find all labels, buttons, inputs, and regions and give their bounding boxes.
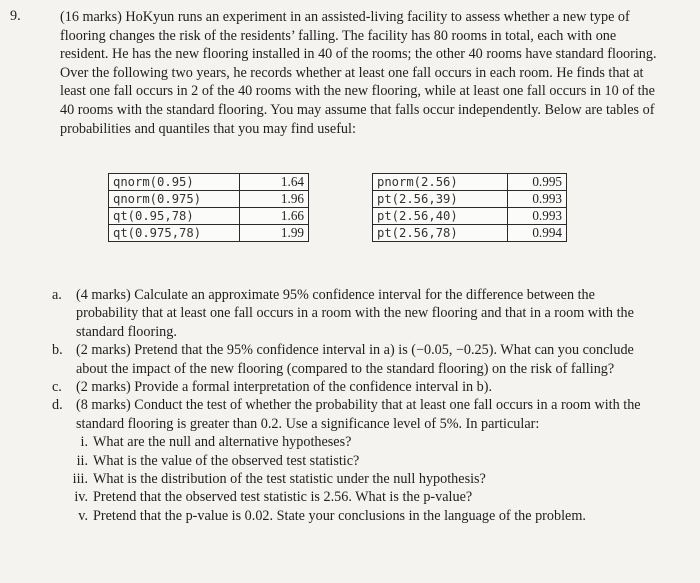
subpart-text: Pretend that the observed test statistic is 2.56. What is the p-value?	[93, 489, 473, 506]
part-label: c.	[52, 379, 62, 396]
subpart-text: Pretend that the p-value is 0.02. State your conclusions in the language of the problem.	[93, 507, 586, 524]
function-cell: pnorm(2.56)	[373, 174, 508, 191]
part-label: d.	[52, 397, 63, 414]
subpart-label: iii.	[72, 471, 88, 488]
quantile-table	[108, 173, 309, 242]
part-text: (4 marks) Calculate an approximate 95% confidence interval for the difference between the probability that at least one fall occurs in a room with the new flooring and that in a room with the standard flooring.	[76, 287, 634, 340]
table-row	[109, 225, 309, 242]
table-row	[373, 174, 567, 191]
subparts-list	[52, 433, 642, 525]
function-cell: qnorm(0.975)	[109, 191, 240, 208]
part-label: b.	[52, 342, 63, 359]
subpart-text: What are the null and alternative hypotheses?	[93, 434, 352, 451]
function-cell: qt(0.975,78)	[109, 225, 240, 242]
part-b	[52, 341, 642, 378]
subpart-ii	[52, 452, 642, 470]
part-d	[52, 396, 642, 433]
subpart-text: What is the value of the observed test statistic?	[93, 452, 360, 469]
subpart-iv	[52, 488, 642, 506]
question-text: HoKyun runs an experiment in an assisted-living facility to assess whether a new type of flooring changes the risk of the residents’ falling. The facility has 80 rooms in total, each with one resident. He has the new flooring installed in 40 of the rooms; the other 40 rooms have standard flooring. Over the following two years, he records whether at least one fall occurs in each room. He finds that at least one fall occurs in 2 of the 40 rooms with the new flooring, while at least one fall occurs in 10 of the 40 rooms with the standard flooring. You may assume that falls occur independently. Below are tables of probabilities and quantiles that you may find useful:	[60, 9, 657, 137]
question-marks: (16 marks)	[60, 9, 122, 25]
value-cell: 1.99	[240, 225, 309, 242]
part-text: (2 marks) Pretend that the 95% confidence interval in a) is (−0.05, −0.25). What can you conclude about the impact of the new flooring (compared to the standard flooring) on the risk of falling?	[76, 342, 634, 377]
value-cell: 0.993	[508, 208, 567, 225]
function-cell: qt(0.95,78)	[109, 208, 240, 225]
subpart-iii	[52, 470, 642, 488]
table-row	[109, 191, 309, 208]
probability-table	[372, 173, 567, 242]
question-stem	[60, 8, 660, 138]
table-row	[373, 208, 567, 225]
question-number: 9.	[10, 8, 21, 24]
table-row	[373, 225, 567, 242]
function-cell: pt(2.56,39)	[373, 191, 508, 208]
question-parts	[52, 286, 642, 525]
part-text: (2 marks) Provide a formal interpretation of the confidence interval in b).	[76, 379, 493, 396]
subpart-label: ii.	[76, 452, 88, 469]
subpart-text: What is the distribution of the test statistic under the null hypothesis?	[93, 471, 486, 488]
table-row	[109, 174, 309, 191]
subpart-label: i.	[80, 434, 88, 451]
value-cell: 1.66	[240, 208, 309, 225]
value-cell: 0.994	[508, 225, 567, 242]
function-cell: pt(2.56,40)	[373, 208, 508, 225]
subpart-i	[52, 433, 642, 451]
part-text: (8 marks) Conduct the test of whether the probability that at least one fall occurs in a room with the standard flooring is greater than 0.2. Use a significance level of 5%. In particular:	[76, 397, 641, 432]
part-a	[52, 286, 642, 341]
table-row	[373, 191, 567, 208]
value-cell: 0.993	[508, 191, 567, 208]
function-cell: pt(2.56,78)	[373, 225, 508, 242]
value-cell: 1.96	[240, 191, 309, 208]
subpart-v	[52, 507, 642, 525]
subpart-label: iv.	[74, 489, 88, 506]
function-cell: qnorm(0.95)	[109, 174, 240, 191]
table-row	[109, 208, 309, 225]
subpart-label: v.	[78, 507, 88, 524]
part-label: a.	[52, 287, 62, 303]
value-cell: 1.64	[240, 174, 309, 191]
part-c	[52, 378, 642, 396]
value-cell: 0.995	[508, 174, 567, 191]
